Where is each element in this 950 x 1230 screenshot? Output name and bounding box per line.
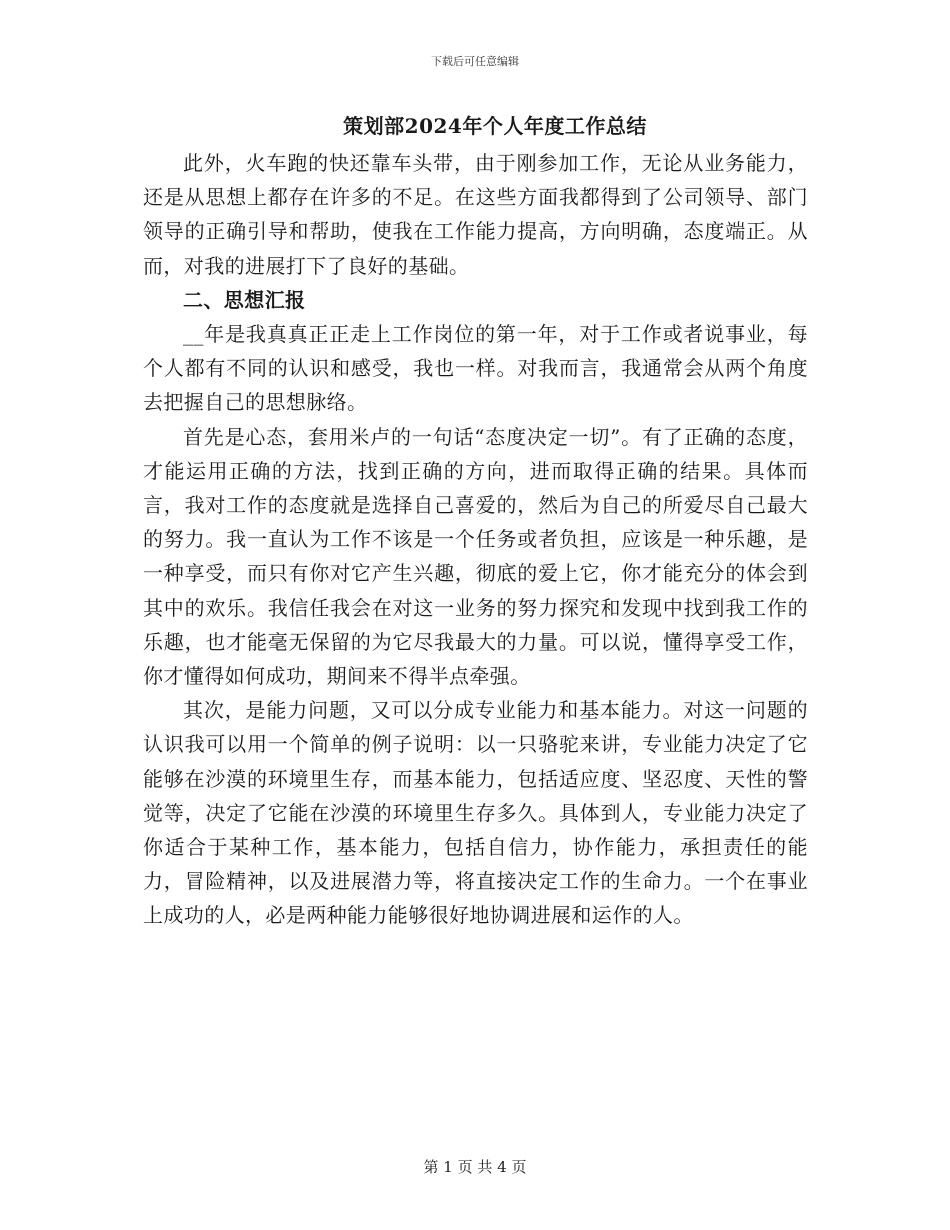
section-heading: 二、思想汇报 xyxy=(183,287,306,312)
paragraph: 首先是心态，套用米卢的一句话“态度决定一切”。有了正确的态度，才能运用正确的方法，找到正确的方向，进而取得正确的结果。具体而言，我对工作的态度就是选择自己喜爱的，然后为自己的所爱尽自己最大的努力。我一直认为工作不该是一个任务或者负担，应该是一种乐趣，是一种享受，而只有你对它产生兴趣，彻底的爱上它，你才能充分的体会到其中的欢乐。我信任我会在对这一业务的努力探究和发现中找到我工作的乐趣，也才能毫无保留的为它尽我最大的力量。可以说，懂得享受工作，你才懂得如何成功，期间来不得半点牵强。 xyxy=(143,424,808,689)
paragraph: __年是我真真正正走上工作岗位的第一年，对于工作或者说事业，每个人都有不同的认识和感受，我也一样。对我而言，我通常会从两个角度去把握自己的思想脉络。 xyxy=(143,322,808,415)
document-body xyxy=(143,146,808,933)
header-note: 下载后可任意编辑 xyxy=(431,55,519,68)
paragraph: 其次，是能力问题，又可以分成专业能力和基本能力。对这一问题的认识我可以用一个简单的例子说明：以一只骆驼来讲，专业能力决定了它能够在沙漠的环境里生存，而基本能力，包括适应度、坚忍度、天性的警觉等，决定了它能在沙漠的环境里生存多久。具体到人，专业能力决定了你适合于某种工作，基本能力，包括自信力，协作能力，承担责任的能力，冒险精神，以及进展潜力等，将直接决定工作的生命力。一个在事业上成功的人，必是两种能力能够很好地协调进展和运作的人。 xyxy=(143,698,808,928)
paragraph: 此外，火车跑的快还靠车头带，由于刚参加工作，无论从业务能力，还是从思想上都存在许多的不足。在这些方面我都得到了公司领导、部门领导的正确引导和帮助，使我在工作能力提高，方向明确，态度端正。从而，对我的进展打下了良好的基础。 xyxy=(143,151,808,278)
page-number: 第 1 页 共 4 页 xyxy=(423,1158,527,1176)
document-title: 策划部2024年个人年度工作总结 xyxy=(343,114,647,138)
